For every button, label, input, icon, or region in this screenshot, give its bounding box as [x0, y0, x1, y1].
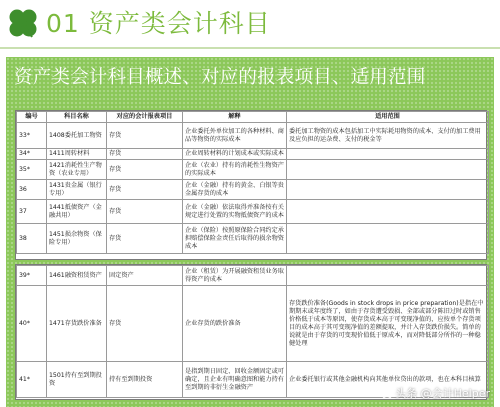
- accounts-table-top: [16, 111, 489, 254]
- cell-scope: [287, 266, 489, 286]
- cell-explain: 企业（农业）持有的消耗性生物资产的实际成本: [183, 160, 287, 180]
- cell-report: 存货: [107, 224, 183, 254]
- cell-code: 37: [17, 200, 47, 224]
- cell-explain: 企业周转材料的计划成本或实际成本: [183, 149, 287, 160]
- cell-scope: [287, 149, 489, 160]
- table-row: [17, 266, 489, 286]
- cell-scope: [287, 224, 489, 254]
- cell-report: 持有至到期投资: [107, 362, 183, 398]
- col-header-code: 编号: [17, 112, 47, 123]
- cell-name: 1441抵债资产（金融共用）: [47, 200, 107, 224]
- cell-scope: 委托加工物资的成本包括加工中实际耗用物资的成本、支付的加工费用及应负担的运杂费、支付的税金等: [287, 123, 489, 149]
- cell-scope: [287, 160, 489, 180]
- cell-report: 存货: [107, 123, 183, 149]
- accounts-table-bottom: [16, 265, 489, 398]
- cell-explain: 是指到期日固定、回收金额固定或可确定，且企业有明确意图和能力持有至到期的非衍生金融资产: [183, 362, 287, 398]
- table-row: [17, 224, 489, 254]
- cell-code: 38: [17, 224, 47, 254]
- cell-name: 1411周转材料: [47, 149, 107, 160]
- cell-code: 40*: [17, 286, 47, 362]
- cell-name: 1471存货跌价准备: [47, 286, 107, 362]
- banner-title: 资产类会计科目概述、对应的报表项目、适用范围: [14, 67, 426, 88]
- cell-report: 存货: [107, 180, 183, 200]
- page-header: [0, 0, 500, 48]
- cell-name: 1431贵金属（银行专用）: [47, 180, 107, 200]
- page-title: 01 资产类会计科目: [46, 9, 271, 38]
- cell-code: 41*: [17, 362, 47, 398]
- clover-icon: [6, 6, 40, 40]
- cell-explain: 企业（保险）按照原保险合同约定承担赔偿保险金责任后取得的损余物资成本: [183, 224, 287, 254]
- col-header-explain: 解释: [183, 112, 287, 123]
- watermark-text: 头条 @会计Helper: [395, 387, 490, 400]
- cell-scope: 企业委托银行或其他金融机构向其他单位贷出的款项，也在本科目核算: [287, 362, 489, 398]
- header-divider: [0, 47, 500, 49]
- cell-name: 1501持有至到期投资: [47, 362, 107, 398]
- cell-scope: 存货跌价准备(Goods in stock drops in price preparation)是指在中期期末或年度终了，如由于存货遭受毁损、全部或部分陈旧过时或销售价格低于成本等原因，使存货成本高于可变现净值的，应按单个存货项目的成本高于其可变现净值的差额提取，并计入存货跌价损失。简单的说就是由于存货的可变现价值低于原成本，而对降低部分所作的一种稳健处理: [287, 286, 489, 362]
- table-row: [17, 160, 489, 180]
- col-header-scope: 适用范围: [287, 112, 489, 123]
- cell-code: 39*: [17, 266, 47, 286]
- cell-scope: [287, 180, 489, 200]
- cell-explain: 企业（租赁）为开展融资租赁业务取得资产的成本: [183, 266, 287, 286]
- cell-explain: 企业（金融）持有的黄金、白银等贵金属存货的成本: [183, 180, 287, 200]
- cell-report: 存货: [107, 286, 183, 362]
- table-card-bottom: [15, 264, 487, 400]
- cell-scope: [287, 200, 489, 224]
- cell-code: 33*: [17, 123, 47, 149]
- cell-explain: 企业存货的跌价准备: [183, 286, 287, 362]
- cell-name: 1451损余物资（保险专用）: [47, 224, 107, 254]
- cell-explain: 企业委托外单位加工的各种材料、商品等物资的实际成本: [183, 123, 287, 149]
- cell-code: 36: [17, 180, 47, 200]
- watermark: [381, 385, 490, 401]
- cell-name: 1408委托加工物资: [47, 123, 107, 149]
- cell-code: 34*: [17, 149, 47, 160]
- cell-report: 存货: [107, 160, 183, 180]
- table-row: [17, 180, 489, 200]
- table-row: [17, 149, 489, 160]
- table-row: [17, 286, 489, 362]
- table-card-top: [15, 110, 487, 260]
- cell-code: 35*: [17, 160, 47, 180]
- cell-report: 存货: [107, 200, 183, 224]
- toutiao-icon: [381, 387, 393, 399]
- table-header-row: [17, 112, 489, 123]
- col-header-report: 对应的会计报表项目: [107, 112, 183, 123]
- cell-report: 存货: [107, 149, 183, 160]
- cell-name: 1461融资租赁资产: [47, 266, 107, 286]
- cell-name: 1421消耗性生产物资（农业专用）: [47, 160, 107, 180]
- cell-explain: 企业（金融）依法取得并准备按有关规定进行处置的实物抵债资产的成本: [183, 200, 287, 224]
- cell-report: 固定资产: [107, 266, 183, 286]
- col-header-name: 科目名称: [47, 112, 107, 123]
- table-row: [17, 200, 489, 224]
- table-row: [17, 123, 489, 149]
